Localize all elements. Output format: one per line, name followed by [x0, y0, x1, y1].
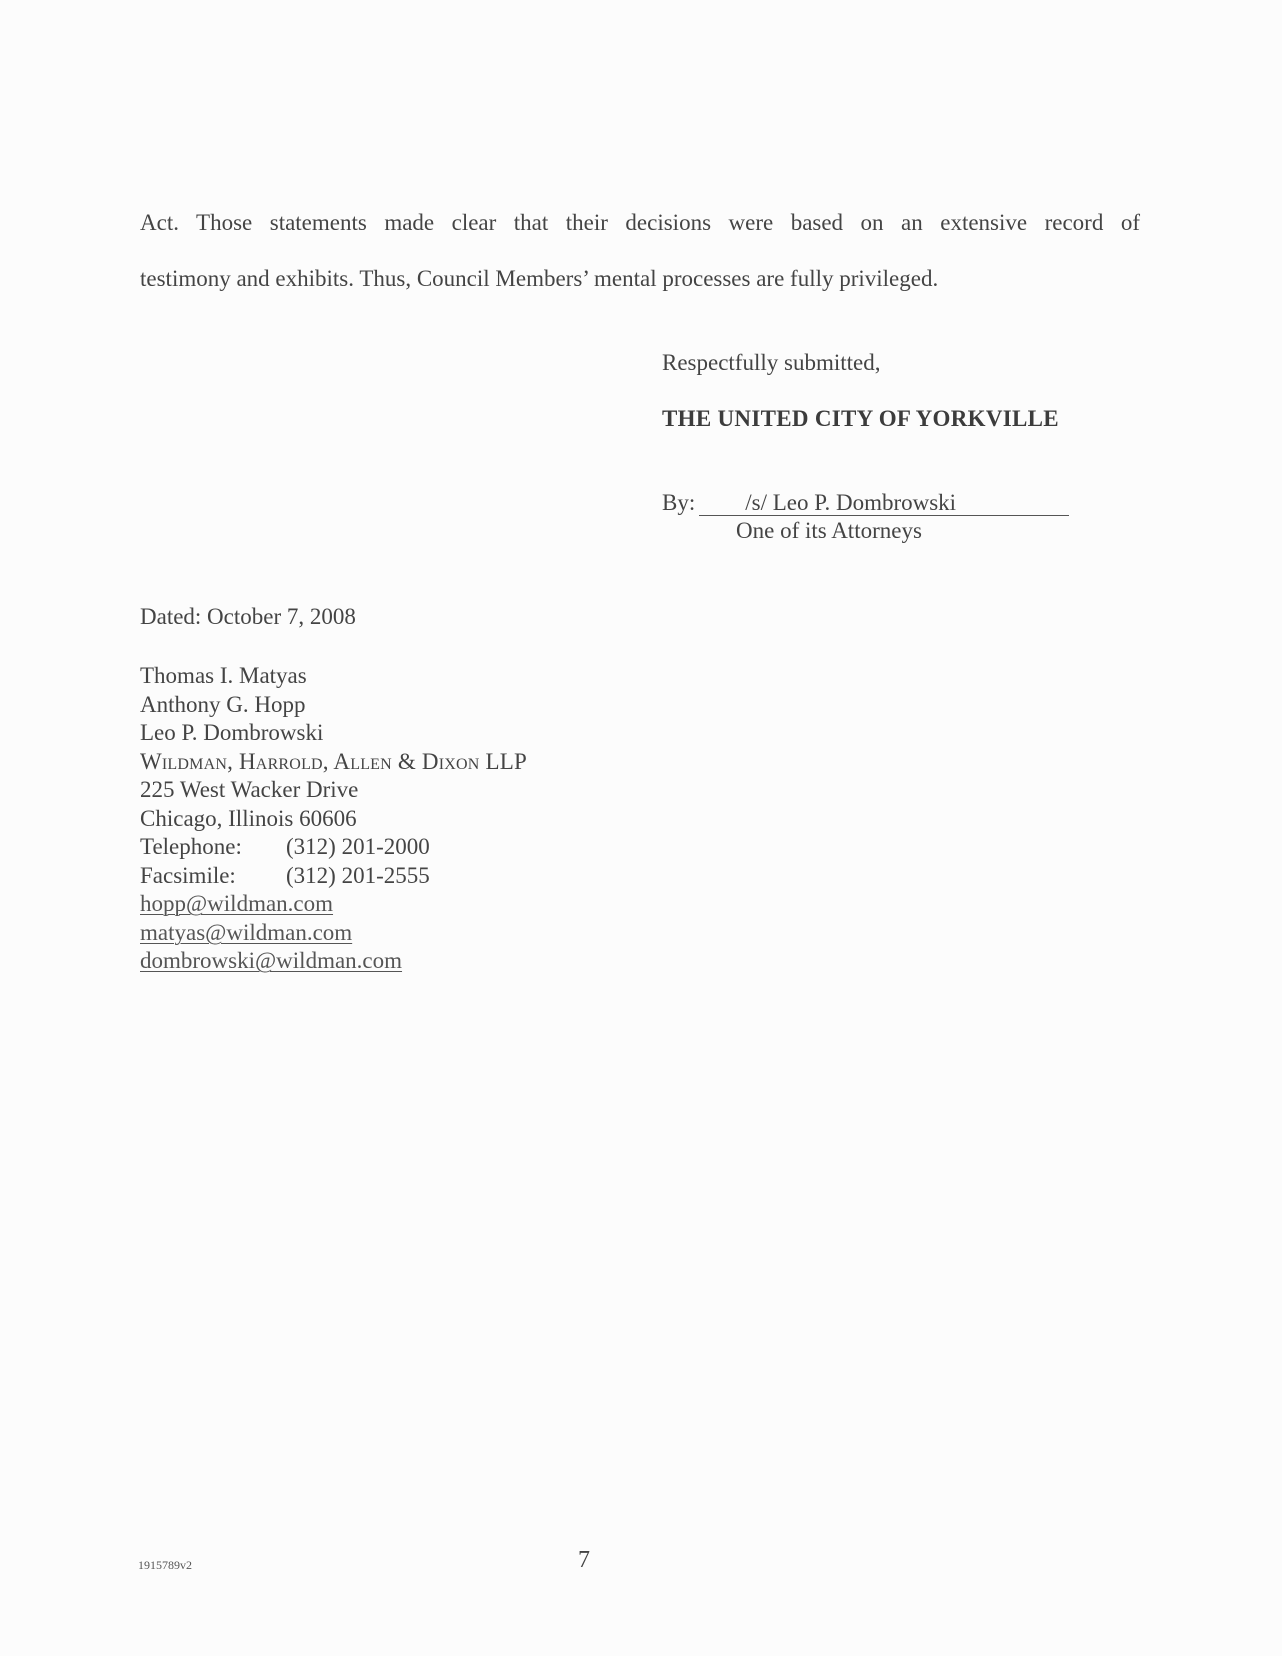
facsimile-label: Facsimile:	[140, 862, 236, 888]
party-name: THE UNITED CITY OF YORKVILLE	[662, 406, 1059, 431]
attorney-name: Leo P. Dombrowski	[140, 720, 324, 745]
firm-name: Wildman, Harrold, Allen & Dixon LLP	[140, 748, 527, 774]
signatory-role: One of its Attorneys	[736, 518, 922, 543]
closing-text: Respectfully submitted,	[662, 350, 881, 375]
city-state-zip: Chicago, Illinois 60606	[140, 805, 357, 831]
telephone-label: Telephone:	[140, 834, 242, 859]
counsel-contact-block	[140, 662, 527, 976]
by-label: By:	[662, 490, 696, 515]
body-text-line-2: testimony and exhibits. Thus, Council Members’ mental processes are fully privileged.	[140, 266, 939, 291]
telephone-number: (312) 201-2000	[286, 834, 430, 859]
document-id: 1915789v2	[138, 1558, 192, 1572]
email-link[interactable]: hopp@wildman.com	[140, 891, 334, 916]
facsimile-line	[140, 862, 527, 891]
street-address: 225 West Wacker Drive	[140, 777, 359, 802]
signed-name: /s/ Leo P. Dombrowski	[699, 491, 1069, 516]
page-number: 7	[578, 1547, 590, 1573]
signature-line	[662, 490, 1069, 516]
attorney-name: Thomas I. Matyas	[140, 663, 307, 688]
email-link[interactable]: matyas@wildman.com	[140, 919, 353, 945]
attorney-name: Anthony G. Hopp	[140, 691, 306, 717]
body-text-line-1: Act. Those statements made clear that their decisions were based on an extensive record of	[140, 210, 1140, 235]
telephone-line	[140, 833, 527, 862]
facsimile-number: (312) 201-2555	[286, 862, 430, 888]
email-link[interactable]: dombrowski@wildman.com	[140, 948, 403, 973]
dated-line: Dated: October 7, 2008	[140, 604, 356, 629]
